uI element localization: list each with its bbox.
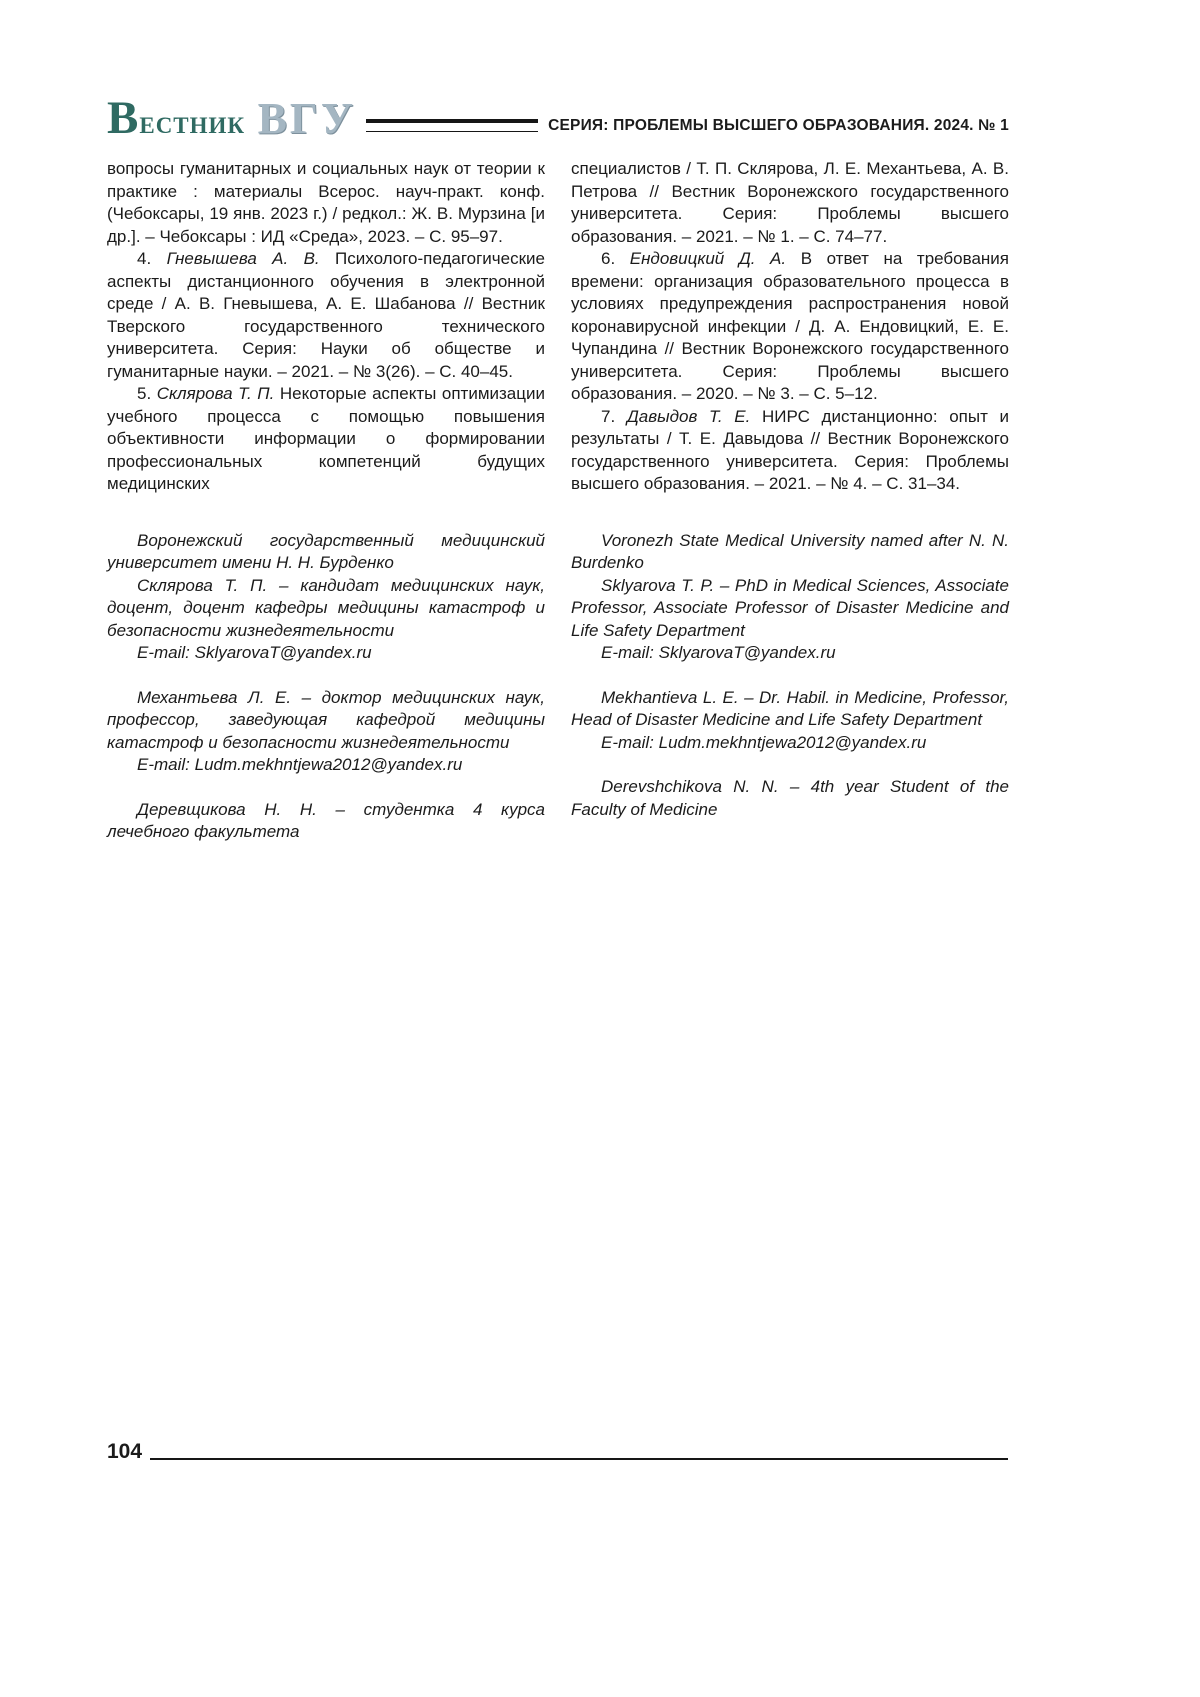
references-section <box>107 158 1009 496</box>
affiliation-paragraph: Voronezh State Medical University named after N. N. Burdenko <box>571 530 1009 572</box>
page-content <box>107 92 1010 844</box>
affiliations-section <box>107 530 1009 844</box>
references-left-column <box>107 158 545 496</box>
reference-author-names: Давыдов Т. Е. <box>626 406 751 426</box>
footer-rule <box>150 1458 1008 1460</box>
reference-author-names: Гневышева А. В. <box>166 249 320 268</box>
reference-author-names: Склярова Т. П. <box>156 384 275 403</box>
logo-word-vgu: ВГУ <box>257 94 357 143</box>
affiliation-email: E-mail: SklyarovaT@yandex.ru <box>137 643 372 662</box>
reference-paragraph: 6. Ендовицкий Д. А. В ответ на требования времени: организация образовательного процесса в условиях предупреждения распространения новой коронавирусной инфекции / Д. А. Ендовицкий, Е. Е. Чупандина // Вестник Воронежского государственного университета. Серия: Проблемы высшего образования. – 2020. – № 3. – С. 5–12. <box>571 249 1009 403</box>
affiliation-paragraph: Склярова Т. П. – кандидат медицинских наук, доцент, доцент кафедры медицины катастроф и безопасности жизнедеятельности <box>107 575 545 640</box>
reference-paragraph: специалистов / Т. П. Склярова, Л. Е. Механтьева, А. В. Петрова // Вестник Воронежского государственного университета. Серия: Проблемы высшего образования. – 2021. – № 1. – С. 74–77. <box>571 159 1009 246</box>
affiliation-paragraph: Механтьева Л. Е. – доктор медицинских наук, профессор, заведующая кафедрой медицины катастроф и безопасности жизнедеятельности <box>107 687 545 752</box>
reference-paragraph: 5. Склярова Т. П. Некоторые аспекты оптимизации учебного процесса с помощью повышения объективности информации о формировании профессиональных компетенций будущих медицинских <box>107 384 545 493</box>
page-header <box>107 92 1009 144</box>
affiliation-paragraph: Воронежский государственный медицинский университет имени Н. Н. Бурденко <box>107 530 545 572</box>
references-right-column <box>571 158 1009 496</box>
reference-paragraph: 7. Давыдов Т. Е. НИРС дистанционно: опыт и результаты / Т. Е. Давыдова // Вестник Воронежского государственного университета. Серия: Проблемы высшего образования. – 2021. – № 4. – С. 31–34. <box>571 406 1010 493</box>
page-number: 104 <box>107 1440 143 1463</box>
header-double-rule <box>366 119 538 132</box>
affiliation-paragraph: Sklyarova T. P. – PhD in Medical Sciences, Associate Professor, Associate Professor of Disaster Medicine and Life Safety Department <box>571 575 1009 640</box>
affiliation-email: E-mail: SklyarovaT@yandex.ru <box>601 643 836 662</box>
page-main <box>107 158 1009 844</box>
page-footer <box>107 1441 1008 1462</box>
reference-paragraph: вопросы гуманитарных и социальных наук от теории к практике : материалы Всерос. науч-практ. конф. (Чебоксары, 19 янв. 2023 г.) / редкол.: Ж. В. Мурзина [и др.]. – Чебоксары : ИД «Среда», 2023. – С. 95–97. <box>107 159 545 246</box>
affiliation-paragraph: Mekhantieva L. E. – Dr. Habil. in Medicine, Professor, Head of Disaster Medicine and Life Safety Department <box>571 687 1009 729</box>
affiliation-paragraph: Derevshchikova N. N. – 4th year Student of the Faculty of Medicine <box>571 777 1009 819</box>
affiliation-paragraph: Деревщикова Н. Н. – студентка 4 курса лечебного факультета <box>107 799 545 841</box>
logo-word-vestnik: Вестник <box>107 92 246 144</box>
affiliations-russian-column <box>107 530 545 844</box>
reference-author-names: Ендовицкий Д. А. <box>629 249 787 268</box>
affiliation-email: E-mail: Ludm.mekhntjewa2012@yandex.ru <box>137 755 463 774</box>
journal-logo <box>107 92 357 144</box>
affiliations-english-column <box>571 530 1009 844</box>
affiliation-email: E-mail: Ludm.mekhntjewa2012@yandex.ru <box>601 732 927 752</box>
reference-paragraph: 4. Гневышева А. В. Психолого-педагогические аспекты дистанционного обучения в электронной среде / А. В. Гневышева, А. Е. Шабанова // Вестник Тверского государственного технического университета. Серия: Науки об обществе и гуманитарные науки. – 2021. – № 3(26). – С. 40–45. <box>107 249 545 381</box>
series-title: СЕРИЯ: ПРОБЛЕМЫ ВЫСШЕГО ОБРАЗОВАНИЯ. 2024. № 1 <box>548 117 1009 134</box>
